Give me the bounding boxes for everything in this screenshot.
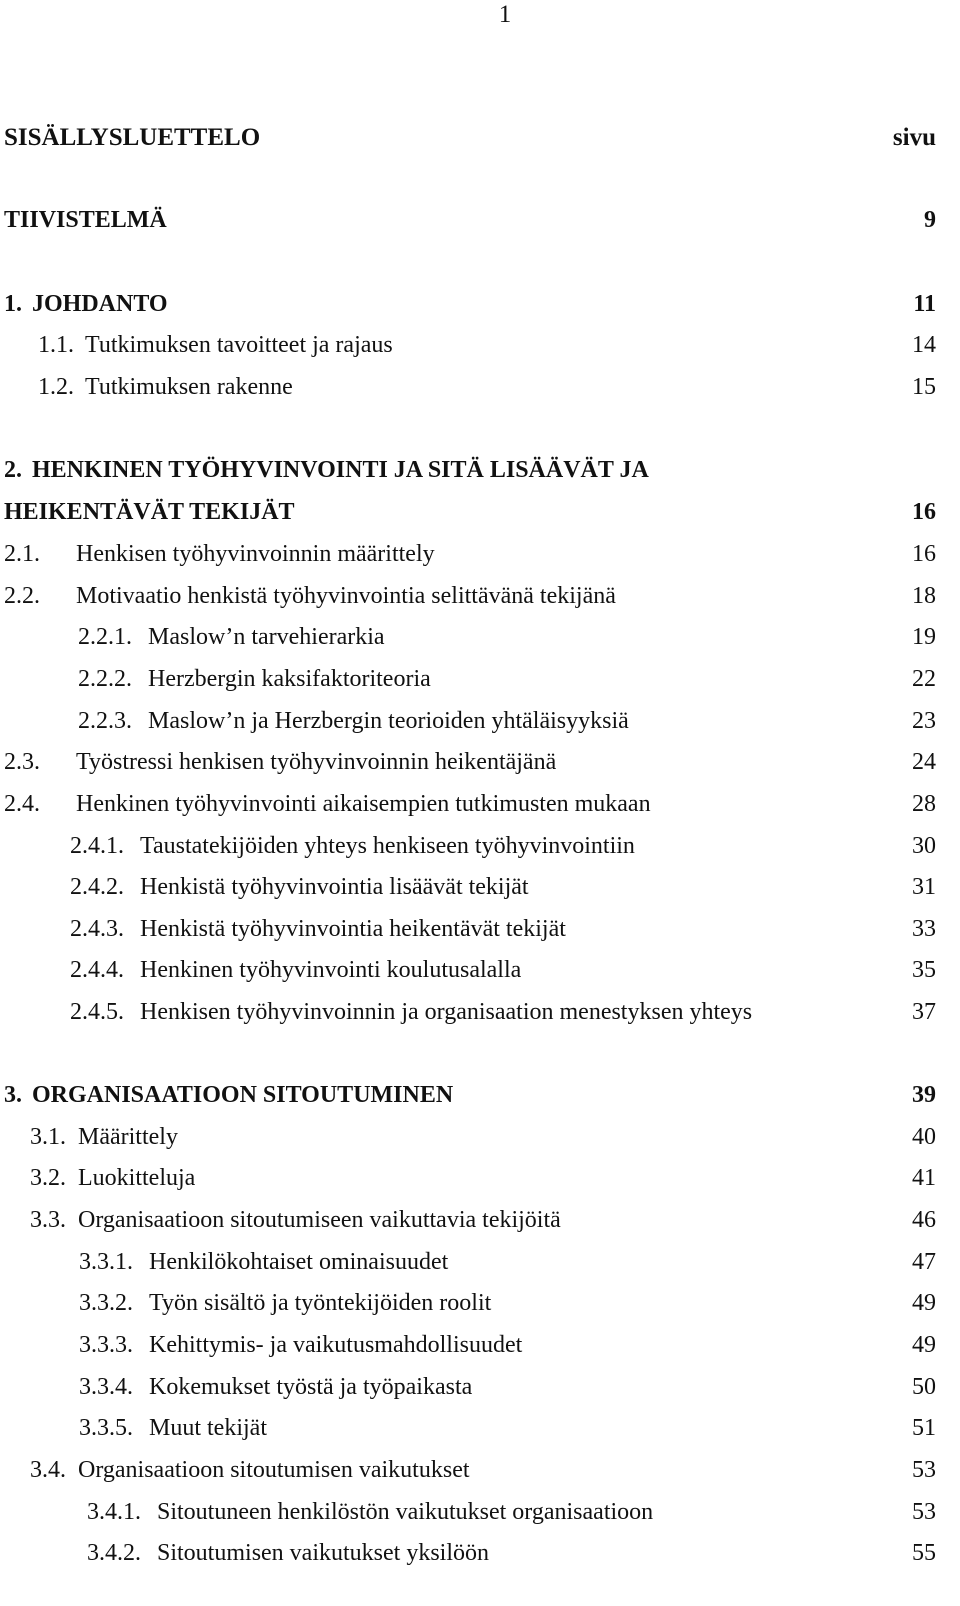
toc-entry-page: 30 [912,833,936,859]
toc-entry-page: 46 [912,1207,936,1233]
toc-entry-3-1[interactable] [4,1120,936,1154]
toc-entry-3-3-1[interactable] [79,1245,936,1279]
toc-entry-number: 3.3.5. [79,1415,133,1441]
toc-entry-3-3[interactable] [4,1203,936,1237]
toc-entry-page: 53 [912,1499,936,1525]
toc-entry-2-4-5[interactable] [70,995,936,1029]
toc-entry-chapter-3[interactable] [4,1078,936,1112]
toc-entry-text: Henkisen työhyvinvoinnin määrittely [76,541,435,567]
toc-entry-page: 53 [912,1457,936,1483]
toc-entry-number: 2.4.3. [70,916,124,942]
toc-entry-chapter-1[interactable] [4,287,936,321]
toc-entry-page: 15 [912,374,936,400]
toc-entry-number: 3.3. [30,1207,66,1233]
toc-entry-number: 2.2.3. [78,708,132,734]
toc-entry-text: Luokitteluja [78,1165,196,1191]
toc-entry-text: Henkinen työhyvinvointi koulutusalalla [140,957,522,983]
toc-entry-2-4[interactable] [4,787,936,821]
toc-entry-3-3-5[interactable] [79,1411,936,1445]
toc-entry-text: Muut tekijät [149,1415,267,1441]
toc-entry-2-2-3[interactable] [78,704,936,738]
toc-entry-page: 51 [912,1415,936,1441]
toc-entry-page: 16 [912,541,936,567]
toc-entry-3-4[interactable] [4,1453,936,1487]
toc-entry-page: 11 [913,291,936,317]
toc-entry-3-4-1[interactable] [87,1495,936,1529]
toc-entry-text: HENKINEN TYÖHYVINVOINTI JA SITÄ LISÄÄVÄT JA [32,457,649,483]
toc-entry-number: 3.3.3. [79,1332,133,1358]
toc-entry-1-1[interactable] [38,328,936,362]
toc-entry-text: ORGANISAATIOON SITOUTUMINEN [32,1082,454,1108]
toc-entry-tiivistelma[interactable] [4,203,936,237]
toc-entry-number: 3. [4,1082,22,1108]
toc-entry-3-2[interactable] [4,1161,936,1195]
toc-entry-3-3-3[interactable] [79,1328,936,1362]
toc-entry-text: Henkistä työhyvinvointia lisäävät tekijät [140,874,529,900]
toc-entry-number: 3.4.1. [87,1499,141,1525]
toc-entry-number: 2. [4,457,22,483]
toc-entry-text: Työn sisältö ja työntekijöiden roolit [149,1290,492,1316]
toc-entry-page: 28 [912,791,936,817]
toc-entry-number: 2.1. [4,541,40,567]
toc-entry-text: Kokemukset työstä ja työpaikasta [149,1374,473,1400]
toc-entry-page: 47 [912,1249,936,1275]
toc-entry-2-2[interactable] [4,579,936,613]
toc-entry-2-4-4[interactable] [70,953,936,987]
toc-entry-text: Sitoutuneen henkilöstön vaikutukset organisaatioon [157,1499,654,1525]
toc-entry-page: 16 [912,499,936,525]
toc-entry-3-3-2[interactable] [79,1286,936,1320]
toc-entry-page: 49 [912,1332,936,1358]
toc-entry-text: Sitoutumisen vaikutukset yksilöön [157,1540,490,1566]
toc-entry-2-4-2[interactable] [70,870,936,904]
toc-entry-text: Maslow’n tarvehierarkia [148,624,385,650]
toc-entry-number: 2.4.5. [70,999,124,1025]
page-number: 1 [498,1,512,28]
toc-entry-number: 3.3.2. [79,1290,133,1316]
toc-entry-text: Henkinen työhyvinvointi aikaisempien tutkimusten mukaan [76,791,651,817]
toc-header [4,121,936,155]
toc-entry-text: Henkilökohtaiset ominaisuudet [149,1249,449,1275]
toc-entry-text: Kehittymis- ja vaikutusmahdollisuudet [149,1332,523,1358]
toc-entry-page: 41 [912,1165,936,1191]
toc-entry-number: 3.3.1. [79,1249,133,1275]
toc-entry-2-1[interactable] [4,537,936,571]
toc-entry-text: HEIKENTÄVÄT TEKIJÄT [4,499,295,525]
toc-entry-number: 2.4. [4,791,40,817]
toc-entry-page: 37 [912,999,936,1025]
toc-entry-number: 3.2. [30,1165,66,1191]
toc-entry-number: 2.2.2. [78,666,132,692]
toc-entry-text: Henkisen työhyvinvoinnin ja organisaation menestyksen yhteys [140,999,753,1025]
toc-entry-number: 3.3.4. [79,1374,133,1400]
toc-entry-page: 33 [912,916,936,942]
toc-entry-page: 55 [912,1540,936,1566]
toc-entry-number: 2.4.1. [70,833,124,859]
toc-entry-text: Tutkimuksen tavoitteet ja rajaus [85,332,393,358]
toc-entry-page: 39 [912,1082,936,1108]
toc-entry-chapter-2-cont[interactable] [4,495,936,529]
toc-entry-page: 50 [912,1374,936,1400]
toc-entry-text: Herzbergin kaksifaktoriteoria [148,666,431,692]
toc-entry-page: 35 [912,957,936,983]
toc-entry-number: 2.2.1. [78,624,132,650]
toc-entry-page: 22 [912,666,936,692]
toc-entry-number: 2.4.4. [70,957,124,983]
toc-entry-number: 2.4.2. [70,874,124,900]
toc-entry-text: Maslow’n ja Herzbergin teorioiden yhtäläisyyksiä [148,708,629,734]
toc-entry-page: 40 [912,1124,936,1150]
page-column-label: sivu [892,124,936,151]
toc-entry-2-2-1[interactable] [78,620,936,654]
toc-entry-text: JOHDANTO [32,291,168,317]
toc-entry-page: 23 [912,708,936,734]
toc-entry-number: 2.2. [4,583,40,609]
toc-entry-page: 31 [912,874,936,900]
toc-entry-2-4-1[interactable] [70,829,936,863]
toc-entry-2-4-3[interactable] [70,912,936,946]
toc-entry-number: 3.4.2. [87,1540,141,1566]
toc-entry-page: 14 [912,332,936,358]
toc-entry-2-2-2[interactable] [78,662,936,696]
toc-entry-text: Organisaatioon sitoutumisen vaikutukset [78,1457,470,1483]
toc-entry-text: Tutkimuksen rakenne [85,374,293,400]
toc-title: SISÄLLYSLUETTELO [4,124,261,151]
toc-entry-chapter-2[interactable] [4,453,936,487]
toc-entry-3-3-4[interactable] [79,1370,936,1404]
toc-entry-text: Henkistä työhyvinvointia heikentävät tekijät [140,916,566,942]
toc-entry-page: 49 [912,1290,936,1316]
toc-entry-number: 1. [4,291,22,317]
toc-entry-page: 24 [912,749,936,775]
toc-entry-page: 19 [912,624,936,650]
toc-entry-3-4-2[interactable] [87,1536,936,1570]
toc-entry-number: 1.2. [38,374,74,400]
toc-entry-text: Taustatekijöiden yhteys henkiseen työhyvinvointiin [140,833,635,859]
toc-entry-page: 9 [924,207,936,233]
toc-entry-text: Motivaatio henkistä työhyvinvointia selittävänä tekijänä [76,583,616,609]
toc-entry-number: 3.4. [30,1457,66,1483]
toc-entry-text: Organisaatioon sitoutumiseen vaikuttavia tekijöitä [78,1207,561,1233]
toc-entry-number: 2.3. [4,749,40,775]
toc-entry-text: Työstressi henkisen työhyvinvoinnin heikentäjänä [76,749,557,775]
toc-entry-page: 18 [912,583,936,609]
toc-entry-2-3[interactable] [4,745,936,779]
toc-entry-1-2[interactable] [38,370,936,404]
toc-entry-number: 1.1. [38,332,74,358]
toc-entry-text: Määrittely [78,1124,178,1150]
toc-entry-text: TIIVISTELMÄ [4,207,167,233]
toc-entry-number: 3.1. [30,1124,66,1150]
